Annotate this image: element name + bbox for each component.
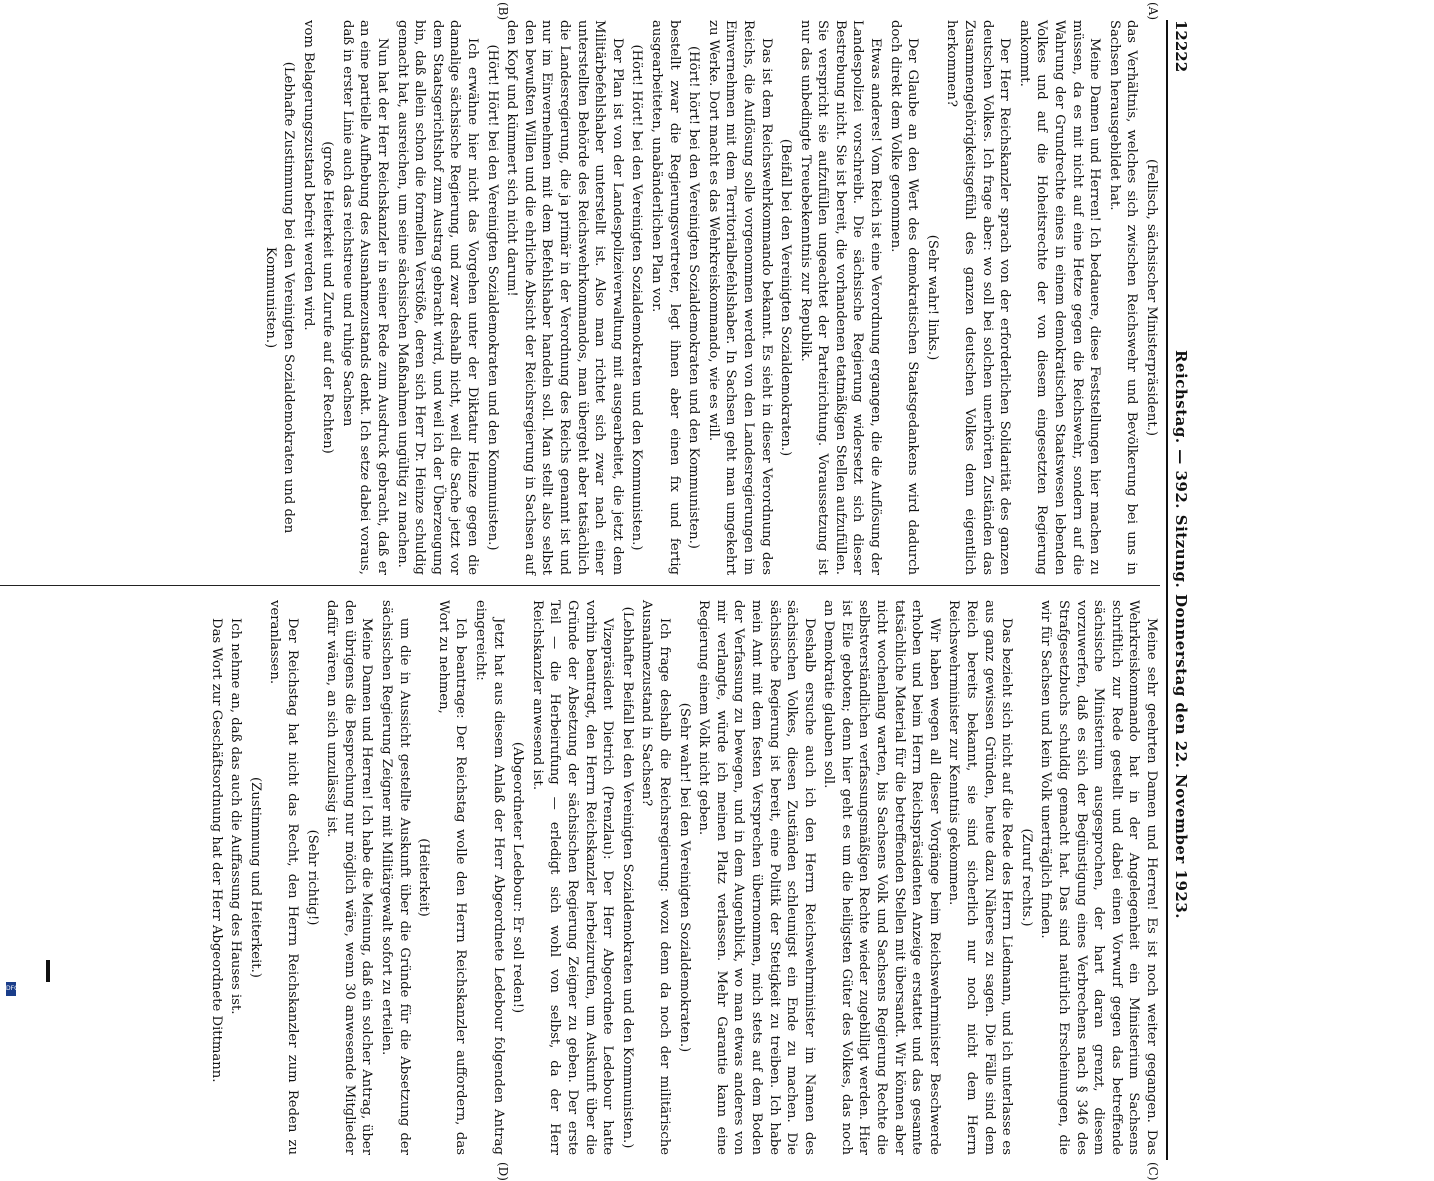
paragraph: Meine sehr geehrten Damen und Herren! Es ist noch weiter gegangen. Das Wehrkreiskommando hat in der Angelegenheit ein Ministerium Sachsens schriftlich zur Rede gestellt und dabei einen Vorwurf gegen das betreffende sächsische Ministerium ausgesprochen, der hart daran grenzt, diesem vorzuwerfen, daß es sich der Begünstigung eines Verbrechens nach § 346 des Strafgesetzbuchs schuldig gemacht hat. Das sind natürlich Erscheinungen, die wir für Sachsen und kein Volk unerträglich finden. — [1038, 600, 1159, 1155]
paragraph: (Sehr richtig!) — [304, 829, 320, 926]
left-column — [260, 20, 1160, 575]
paragraph: Der Herr Reichskanzler sprach von der erforderlichen Solidarität des ganzen deutschen Volkes. Ich frage aber: wo soll bei solchen unerhörten Zuständen das Zusammengehörigkeitsgefühl des ganzen deutschen Volkes denn eigentlich herkommen? — [944, 20, 1013, 575]
paragraph: (Zuruf rechts.) — [1018, 828, 1034, 927]
session-title: Reichstag. — 392. Sitzung. Donnerstag den 22. November 1923. — [1172, 350, 1190, 919]
margin-mark-c: (C) — [1146, 1162, 1160, 1181]
paragraph: (Hört! Hört! bei den Vereinigten Sozialdemokraten und den Kommunisten.) — [629, 44, 645, 551]
paragraph: (Sehr wahr! links.) — [924, 234, 940, 361]
paragraph: Etwas anderes! Vom Reich ist eine Verordnung ergangen, die die Auflösung der Landespolizei vorschreibt. Die sächsische Regierung widersetzt sich dieser Bestrebung nicht. Sie ist bereit, die vorhandenen etatmäßigen Stellen aufzufüllen. Sie verspricht sie aufzufüllen ungeachtet der Parteirichtung. Voraussetzung ist nur das unbedingte Treuebekenntnis zur Republik. — [797, 20, 884, 575]
paragraph: Das bezieht sich nicht auf die Rede des Herrn Liedmann, und ich unterlasse es aus ganz gewissen Gründen, heute dazu Näheres zu sagen. Die Fälle sind dem Reich bereits bekannt, sie sind sicherlich nur noch nicht dem Herrn Reichswehrminister zur Kenntnis gekommen. — [946, 600, 1015, 1155]
paragraph: Der Plan ist von der Landespolizeiverwaltung mit ausgearbeitet, die jetzt dem Militärbefehlshaber unterstellt ist. Also man richtet sich zwar nach einer unterstellten Behörde des Reichswehrkommandos, man übergeht aber tatsächlich die Landesregierung, die ja primär in der Verordnung des Reichs genannt ist und nur im Einvernehmen mit dem Befehlshaber handeln soll. Man stellt also selbst den bewußten Willen und die ehrliche Absicht der Reichsregierung in Sachsen auf den Kopf und kümmert sich nicht darum! — [504, 20, 625, 575]
paragraph: (Beifall bei den Vereinigten Sozialdemokraten.) — [778, 138, 794, 457]
paragraph: um die in Aussicht gestellte Auskunft über die Gründe für die Absetzung der sächsischen Regierung Zeigner mit Militärgewalt sofort zu erteilen. — [379, 600, 412, 1155]
scan-mark — [46, 960, 50, 982]
paragraph: Vizepräsident Dietrich (Prenzlau): Der Herr Abgeordnete Ledebour hatte vorhin beantragt, den Herrn Reichskanzler herbeizurufen, um Auskunft über die Gründe der Absetzung der sächsischen Regierung Zeigner zu geben. Der erste Teil — die Herbeirufung — erledigt sich wohl von selbst, da der Herr Reichskanzler anwesend ist. — [529, 600, 616, 1155]
paragraph: (Lebhafter Beifall bei den Vereinigten Sozialdemokraten und den Kommunisten.) — [619, 606, 635, 1149]
column-divider — [0, 585, 1160, 586]
right-column — [205, 600, 1160, 1155]
margin-mark-b: (B) — [496, 2, 510, 21]
paragraph: (große Heiterkeit und Zurufe auf der Rechten) — [320, 141, 336, 454]
paragraph: Das Wort zur Geschäftsordnung hat der Herr Abgeordnete Dittmann. — [208, 618, 224, 1083]
paragraph: Deshalb ersuche auch ich den Herrn Reichswehrminister im Namen des sächsischen Volkes, diesen Zuständen schleunigst ein Ende zu machen. Die sächsische Regierung ist bereit, eine Politik der Stetigkeit zu treiben. Ich habe mein Amt mit dem festen Versprechen übernommen, mich stets auf dem Boden der Verfassung zu bewegen, und in dem Augenblick, wo man etwas anderes von mir verlangte, würde ich meinen Platz verlassen. Mehr Garantie kann eine Regierung einem Volk nicht geben. — [696, 600, 817, 1155]
paragraph: Ich beantrage: Der Reichstag wolle den Herrn Reichskanzler auffordern, das Wort zu nehmen, — [435, 600, 469, 1155]
digitization-credit — [0, 185, 1, 605]
paragraph: (Heiterkeit) — [416, 838, 432, 917]
paragraph: Wir haben wegen all dieser Vorgänge beim Reichswehrminister Beschwerde erhoben und beim Herrn Reichspräsidenten Anzeige erstattet und das gesamte tatsächliche Material für die betreffenden Stellen mit übersandt. Wir können aber nicht wochenlang warten, bis Sachsens Volk und Sachsens Regierung Rechte die selbstverständlichen verfassungsmäßigen Rechte wieder zugebilligt werden. Hier ist Eile geboten; denn hier geht es um die heiligsten Güter des Volkes, das noch an Demokratie glauben soll. — [821, 600, 942, 1155]
paragraph: bestellt zwar die Regierungsvertreter, legt ihnen aber einen fix und fertig ausgearbeiteten, unabänderlichen Plan vor. — [648, 20, 682, 575]
paragraph: (Sehr wahr! bei den Vereinigten Sozialdemokraten.) — [676, 702, 692, 1053]
paragraph: (Hört! hört! bei den Vereinigten Sozialdemokraten und den Kommunisten.) — [686, 46, 702, 549]
page-number: 12222 — [1172, 20, 1190, 73]
paragraph: vom Belagerungszustand befreit werden wird. — [300, 20, 316, 331]
paragraph: das Verhältnis, welches sich zwischen Reichswehr und Bevölkerung bei uns in Sachsen herausgebildet hat. — [1106, 20, 1140, 575]
paragraph: Der Reichstag hat nicht das Recht, den Herrn Reichskanzler zum Reden zu veranlassen. — [267, 600, 301, 1155]
paragraph: (Hört! Hört! bei den Vereinigten Sozialdemokraten und den Kommunisten.) — [484, 44, 500, 551]
paragraph: Ich frage deshalb die Reichsregierung: wozu denn da noch der militärische Ausnahmezustand in Sachsen? — [639, 600, 672, 1155]
paragraph: Das ist dem Reichswehrkommando bekannt. Es sieht in dieser Verordnung des Reichs, die Auflösung solle vorgenommen werden von den Landesregierungen im Einvernehmen mit dem Territorialbefehlshaber. In Sachsen geht man umgekehrt zu Werke. Dort macht es das Wehrkreiskommando, wie es will. — [705, 20, 774, 575]
dfg-logo-icon: DFG — [6, 982, 16, 996]
header-rule — [1166, 20, 1168, 1160]
paragraph: Ich nehme an, daß das auch die Auffassung des Hauses ist. — [228, 618, 244, 1015]
paragraph: (Zustimmung und Heiterkeit.) — [247, 777, 263, 978]
paragraph: Der Glaube an den Wert des demokratischen Staatsgedankens wird dadurch doch direkt dem Volke genommen. — [887, 20, 921, 575]
paragraph: (Fellisch, sächsischer Ministerpräsident.) — [1144, 158, 1159, 437]
margin-mark-d: (D) — [496, 1162, 510, 1181]
paragraph: (Abgeordneter Ledebour: Er soll reden!) — [510, 741, 526, 1014]
paragraph: Jetzt hat aus diesem Anlaß der Herr Abgeordnete Ledebour folgenden Antrag eingereicht: — [473, 600, 506, 1155]
paragraph: Ich erwähne hier nicht das Vorgehen unter der Diktatur Heinze gegen die damalige sächsische Regierung, und zwar deshalb nicht, weil die Sache jetzt vor dem Staatsgerichtshof zum Austrag gebracht wird, und weil ich der Überzeugung bin, daß allein schon die formellen Verstöße, deren sich Herr Dr. Heinze schuldig gemacht hat, ausreichen, um seine sächsischen Maßnahmen ungültig zu machen. — [394, 20, 481, 575]
paragraph: Meine Damen und Herren! Ich habe die Meinung, daß ein solcher Antrag, über den übrigens die Besprechung nur möglich wäre, wenn 30 anwesende Mitglieder dafür wären, an sich unzulässig ist. — [324, 600, 375, 1155]
paragraph: Meine Damen und Herren! Ich bedauere, diese Feststellungen hier machen zu müssen, da es mit nicht auf eine Hetze gegen die Reichswehr, sondern auf die Wahrung der Grundrechte eines in einem demokratischen Staatswesen lebenden Volkes und auf die Hoheitsrechte der von diesem eingesetzten Regierung ankommt. — [1016, 20, 1103, 575]
paragraph: (Lebhafte Zustimmung bei den Vereinigten Sozialdemokraten und den Kommunisten.) — [263, 61, 297, 534]
paragraph: Nun hat der Herr Reichskanzler in seiner Rede zum Ausdruck gebracht, daß er an eine partielle Aufhebung des Ausnahmezustands denkt. Ich setze dabei voraus, daß in erster Linie auch das reichstreue und ruhige Sachsen — [339, 20, 391, 575]
margin-mark-a: (A) — [1146, 2, 1160, 21]
